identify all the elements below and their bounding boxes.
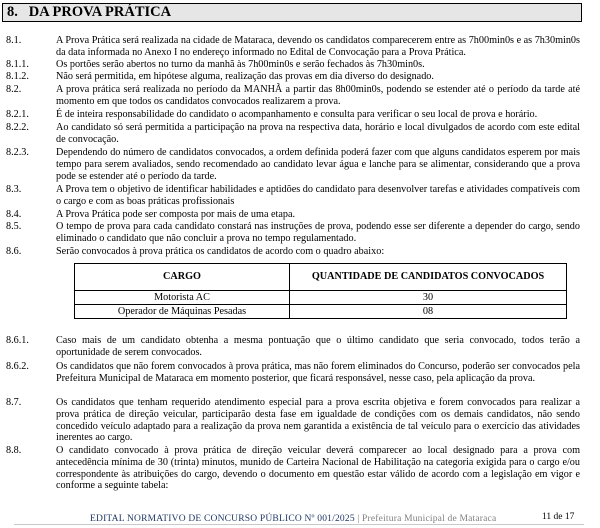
- item-text: Ao candidato só será permitida a participação na prova na respectiva data, horário e local divulgados de acordo com este edital de convocação.: [56, 122, 580, 145]
- item-text: A Prova tem o objetivo de identificar habilidades e aptidões do candidato para desenvolver tarefas e atividades compatíveis com o cargo e com as boas práticas profissionais: [56, 184, 580, 207]
- item-text: Não será permitida, em hipótese alguma, realização das provas em dia diverso do designado.: [56, 71, 434, 82]
- item-number: 8.1.1.: [6, 59, 29, 70]
- item-text: Dependendo do número de candidatos convocados, a ordem definida poderá fazer com que alguns candidatos esperem por mais tempo para serem avaliados, sendo recomendado ao candidato levar água e lanche para se alimentar, considerando que a prova pode se estender até o período da tarde.: [56, 147, 580, 182]
- quantidade-cell: 08: [290, 305, 567, 319]
- item-text: Os candidatos que não forem convocados à prova prática, mas não forem eliminados do Concurso, poderão ser convocados pela Prefeitura Municipal de Mataraca em momento posterior, que ficará responsável, nesse caso, pela aplicação da prova.: [56, 361, 580, 384]
- section-title: DA PROVA PRÁTICA: [28, 4, 172, 20]
- item-text: Os portões serão abertos no turno da manhã às 7h00min0s e serão fechados às 7h30min0s.: [56, 59, 425, 70]
- cargo-cell: Operador de Máquinas Pesadas: [75, 305, 290, 319]
- cargo-cell: Motorista AC: [75, 291, 290, 305]
- table-row: [75, 305, 567, 319]
- page-number: 11 de 17: [542, 512, 575, 522]
- item-number: 8.8.: [6, 445, 22, 456]
- quantidade-cell: 30: [290, 291, 567, 305]
- item-number: 8.6.1.: [6, 335, 29, 346]
- item-number: 8.5.: [6, 221, 22, 232]
- table-row: [75, 291, 567, 305]
- item-text: O tempo de prova para cada candidato constará nas instruções de prova, podendo esse ser diferente a depender do cargo, sendo eliminado o candidato que não concluir a prova no tempo regulamentado.: [56, 221, 580, 244]
- column-header-cargo: CARGO: [75, 264, 290, 291]
- section-number: 8.: [7, 4, 18, 20]
- item-number: 8.1.: [6, 35, 22, 46]
- item-text: A Prova Prática será realizada na cidade de Mataraca, devendo os candidatos comparecerem entre as 7h00min0s e as 7h30min0s da data informada no Anexo I no endereço informado no Edital de Convocação para a Prova Prática.: [56, 35, 580, 58]
- item-text: Serão convocados à prova prática os candidatos de acordo com o quadro abaixo:: [56, 246, 385, 257]
- item-number: 8.7.: [6, 397, 22, 408]
- item-text: Os candidatos que tenham requerido atendimento especial para a prova escrita objetiva e forem convocados para realizar a prova prática de direção veicular, participarão desta fase em igualdade de condições com os demais candidatos, não sendo concedido veículo adaptado para a realização da prova nem garantida a existência de tal veículo para o exercício das atividades inerentes ao cargo.: [56, 397, 580, 444]
- item-number: 8.2.1.: [6, 109, 29, 120]
- footer-divider: [14, 524, 584, 525]
- footer-document-title: [90, 514, 496, 524]
- item-text: Caso mais de um candidato obtenha a mesma pontuação que o último candidato que seria convocado, todos terão a oportunidade de serem convocados.: [56, 335, 580, 358]
- item-number: 8.1.2.: [6, 71, 29, 82]
- item-number: 8.4.: [6, 209, 22, 220]
- item-number: 8.6.2.: [6, 361, 29, 372]
- item-text: O candidato convocado à prova prática de direção veicular deverá comparecer ao local designado para a prova com antecedência mínima de 30 (trinta) minutos, munido de Carteira Nacional de Habilitação na categoria exigida para o cargo e/ou correspondente às atribuições do cargo, devendo o documento em questão estar válido de acordo com a legislação em vigor e conforme a seguinte tabela:: [56, 445, 580, 492]
- item-text: A Prova Prática pode ser composta por mais de uma etapa.: [56, 209, 296, 220]
- column-header-quantidade: QUANTIDADE DE CANDIDATOS CONVOCADOS: [290, 264, 567, 291]
- item-text: É de inteira responsabilidade do candidato o acompanhamento e consulta para verificar o seu local de prova e horário.: [56, 109, 538, 120]
- item-number: 8.2.3.: [6, 147, 29, 158]
- item-number: 8.2.2.: [6, 122, 29, 133]
- section-header: [2, 3, 582, 22]
- candidates-table: [74, 263, 567, 319]
- item-text: A prova prática será realizada no período da MANHÃ a partir das 8h00min0s, podendo se estender até o período da tarde até momento em que todos os candidatos convocados realizarem a prova.: [56, 84, 580, 107]
- page-footer: [0, 510, 600, 528]
- item-number: 8.3.: [6, 184, 22, 195]
- footer-separator: |: [357, 514, 360, 524]
- footer-edital: EDITAL NORMATIVO DE CONCURSO PÚBLICO Nº 001/2025: [90, 514, 355, 524]
- table-header-row: [75, 264, 567, 291]
- item-number: 8.6.: [6, 246, 22, 257]
- item-number: 8.2.: [6, 84, 22, 95]
- footer-prefeitura: Prefeitura Municipal de Mataraca: [362, 514, 497, 524]
